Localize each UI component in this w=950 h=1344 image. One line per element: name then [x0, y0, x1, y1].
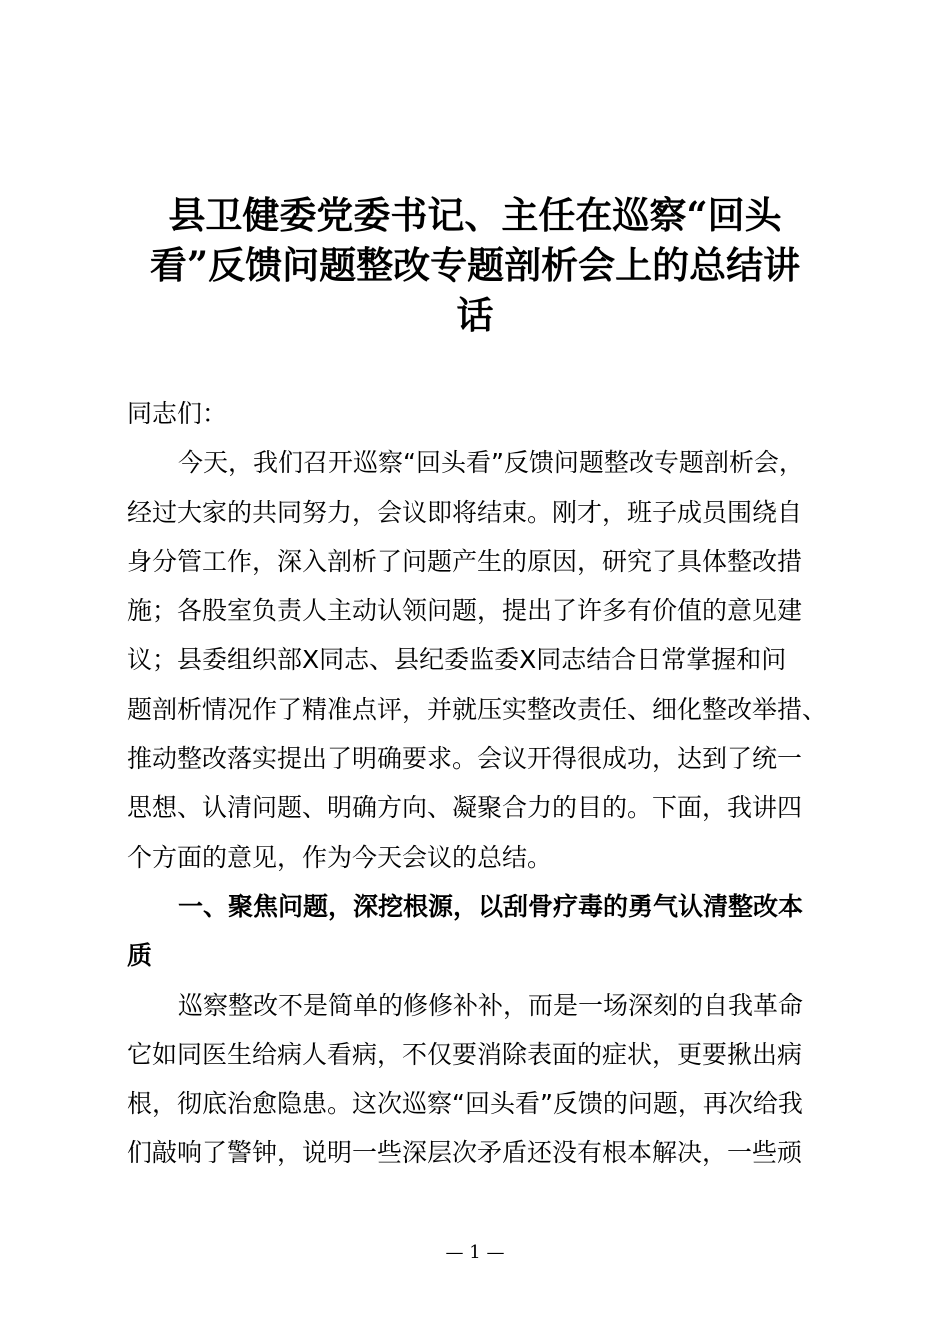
title-line: 看”反馈问题整改专题剖析会上的总结讲	[149, 243, 801, 287]
paragraph-line: 思想、认清问题、明确方向、凝聚合力的目的。下面，我讲四	[127, 793, 803, 823]
paragraph-line: 施；各股室负责人主动认领问题，提出了许多有价值的意见建	[127, 596, 803, 626]
paragraph-line: 个方面的意见，作为今天会议的总结。	[127, 842, 553, 872]
salutation: 同志们：	[127, 399, 228, 428]
page-number: — 1 —	[445, 1242, 505, 1263]
paragraph-line: 它如同医生给病人看病，不仅要消除表面的症状，更要揪出病	[127, 1039, 803, 1069]
paragraph-line: 议；县委组织部X同志、县纪委监委X同志结合日常掌握和问	[127, 645, 787, 675]
paragraph-line: 根，彻底治愈隐患。这次巡察“回头看”反馈的问题，再次给我	[127, 1089, 803, 1119]
section-heading: 质	[127, 941, 153, 971]
paragraph-line: 题剖析情况作了精准点评，并就压实整改责任、细化整改举措、	[127, 694, 828, 724]
paragraph-line: 推动整改落实提出了明确要求。会议开得很成功，达到了统一	[127, 744, 803, 774]
paragraph-line: 巡察整改不是简单的修修补补，而是一场深刻的自我革命	[178, 990, 804, 1020]
title-line: 话	[456, 293, 494, 337]
document-title	[0, 190, 950, 340]
paragraph-line: 经过大家的共同努力，会议即将结束。刚才，班子成员围绕自	[127, 497, 803, 527]
paragraph-line: 今天，我们召开巡察“回头看”反馈问题整改专题剖析会，	[178, 448, 804, 478]
document-body	[127, 389, 827, 1178]
title-line: 县卫健委党委书记、主任在巡察“回头	[168, 193, 782, 237]
paragraph-line: 身分管工作，深入剖析了问题产生的原因，研究了具体整改措	[127, 546, 803, 576]
paragraph-line: 们敲响了警钟，说明一些深层次矛盾还没有根本解决，一些顽	[127, 1138, 803, 1168]
section-heading: 一、聚焦问题，深挖根源，以刮骨疗毒的勇气认清整改本	[178, 891, 804, 921]
